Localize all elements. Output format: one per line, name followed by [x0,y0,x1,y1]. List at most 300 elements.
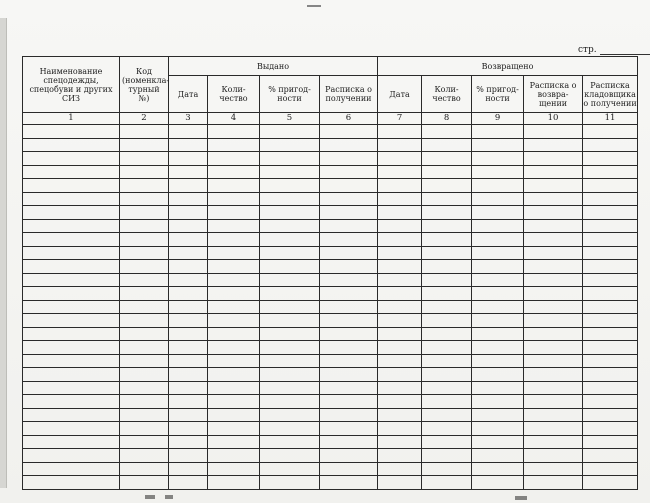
table-cell[interactable] [583,152,638,166]
table-cell[interactable] [120,354,169,368]
table-cell[interactable] [23,354,120,368]
table-cell[interactable] [120,341,169,355]
table-cell[interactable] [320,381,378,395]
table-cell[interactable] [583,476,638,490]
table-cell[interactable] [208,381,260,395]
table-cell[interactable] [524,206,583,220]
table-cell[interactable] [378,233,422,247]
table-cell[interactable] [260,381,320,395]
table-cell[interactable] [472,138,524,152]
table-cell[interactable] [472,246,524,260]
table-cell[interactable] [378,381,422,395]
table-cell[interactable] [23,192,120,206]
table-cell[interactable] [524,260,583,274]
table-cell[interactable] [378,138,422,152]
table-cell[interactable] [422,435,472,449]
table-cell[interactable] [472,368,524,382]
table-cell[interactable] [120,449,169,463]
table-cell[interactable] [583,449,638,463]
table-cell[interactable] [320,476,378,490]
table-cell[interactable] [260,300,320,314]
table-cell[interactable] [524,246,583,260]
table-cell[interactable] [320,287,378,301]
table-cell[interactable] [472,125,524,139]
table-cell[interactable] [583,192,638,206]
table-cell[interactable] [23,395,120,409]
table-cell[interactable] [260,449,320,463]
table-cell[interactable] [320,273,378,287]
table-cell[interactable] [120,381,169,395]
table-cell[interactable] [583,381,638,395]
table-cell[interactable] [320,152,378,166]
table-cell[interactable] [120,435,169,449]
table-cell[interactable] [422,273,472,287]
table-cell[interactable] [524,233,583,247]
table-cell[interactable] [260,341,320,355]
table-cell[interactable] [120,408,169,422]
table-cell[interactable] [378,327,422,341]
table-cell[interactable] [320,368,378,382]
table-cell[interactable] [260,422,320,436]
table-cell[interactable] [260,192,320,206]
table-cell[interactable] [422,314,472,328]
table-cell[interactable] [472,449,524,463]
table-cell[interactable] [23,165,120,179]
table-cell[interactable] [120,395,169,409]
table-cell[interactable] [169,287,208,301]
table-cell[interactable] [472,354,524,368]
table-cell[interactable] [208,165,260,179]
table-cell[interactable] [524,219,583,233]
table-cell[interactable] [120,462,169,476]
table-cell[interactable] [583,314,638,328]
table-cell[interactable] [169,152,208,166]
table-cell[interactable] [524,287,583,301]
table-cell[interactable] [120,287,169,301]
table-cell[interactable] [524,476,583,490]
table-cell[interactable] [472,233,524,247]
table-cell[interactable] [208,179,260,193]
table-cell[interactable] [472,192,524,206]
table-cell[interactable] [583,300,638,314]
table-cell[interactable] [120,206,169,220]
table-cell[interactable] [422,246,472,260]
table-cell[interactable] [378,435,422,449]
table-cell[interactable] [260,273,320,287]
table-cell[interactable] [120,327,169,341]
table-cell[interactable] [524,125,583,139]
table-cell[interactable] [422,165,472,179]
table-cell[interactable] [260,395,320,409]
table-cell[interactable] [378,341,422,355]
table-cell[interactable] [583,341,638,355]
table-cell[interactable] [208,300,260,314]
table-cell[interactable] [320,408,378,422]
table-cell[interactable] [208,327,260,341]
table-cell[interactable] [208,260,260,274]
table-cell[interactable] [120,219,169,233]
table-cell[interactable] [208,462,260,476]
table-cell[interactable] [378,314,422,328]
table-cell[interactable] [120,314,169,328]
table-cell[interactable] [378,422,422,436]
table-cell[interactable] [260,354,320,368]
table-cell[interactable] [422,206,472,220]
table-cell[interactable] [169,300,208,314]
table-cell[interactable] [169,219,208,233]
table-cell[interactable] [472,381,524,395]
table-cell[interactable] [524,192,583,206]
table-cell[interactable] [23,287,120,301]
table-cell[interactable] [260,260,320,274]
table-cell[interactable] [320,246,378,260]
table-cell[interactable] [524,179,583,193]
table-cell[interactable] [23,435,120,449]
table-cell[interactable] [320,165,378,179]
table-cell[interactable] [169,354,208,368]
table-cell[interactable] [23,408,120,422]
table-cell[interactable] [23,327,120,341]
table-cell[interactable] [169,138,208,152]
table-cell[interactable] [583,260,638,274]
table-cell[interactable] [169,408,208,422]
table-cell[interactable] [23,300,120,314]
table-cell[interactable] [422,354,472,368]
table-cell[interactable] [320,341,378,355]
table-cell[interactable] [378,179,422,193]
table-cell[interactable] [169,246,208,260]
table-cell[interactable] [208,246,260,260]
table-cell[interactable] [472,435,524,449]
table-cell[interactable] [169,260,208,274]
table-cell[interactable] [378,287,422,301]
table-cell[interactable] [260,138,320,152]
table-cell[interactable] [583,368,638,382]
table-cell[interactable] [524,273,583,287]
table-cell[interactable] [320,206,378,220]
table-cell[interactable] [23,125,120,139]
table-cell[interactable] [169,395,208,409]
table-cell[interactable] [260,476,320,490]
table-cell[interactable] [472,165,524,179]
table-cell[interactable] [208,408,260,422]
table-cell[interactable] [583,206,638,220]
table-cell[interactable] [583,273,638,287]
table-cell[interactable] [422,408,472,422]
table-cell[interactable] [378,260,422,274]
table-cell[interactable] [378,476,422,490]
table-cell[interactable] [260,246,320,260]
table-cell[interactable] [208,287,260,301]
table-cell[interactable] [378,368,422,382]
table-cell[interactable] [422,327,472,341]
table-cell[interactable] [524,165,583,179]
table-cell[interactable] [23,368,120,382]
table-cell[interactable] [472,206,524,220]
table-cell[interactable] [23,260,120,274]
table-cell[interactable] [378,206,422,220]
table-cell[interactable] [169,476,208,490]
table-cell[interactable] [23,152,120,166]
table-cell[interactable] [422,300,472,314]
table-cell[interactable] [120,246,169,260]
table-cell[interactable] [208,273,260,287]
table-cell[interactable] [378,408,422,422]
table-cell[interactable] [120,125,169,139]
table-cell[interactable] [583,435,638,449]
table-cell[interactable] [169,125,208,139]
table-cell[interactable] [320,260,378,274]
table-cell[interactable] [23,476,120,490]
table-cell[interactable] [169,273,208,287]
table-cell[interactable] [472,219,524,233]
table-cell[interactable] [378,462,422,476]
table-cell[interactable] [169,435,208,449]
table-cell[interactable] [260,125,320,139]
table-cell[interactable] [524,422,583,436]
table-cell[interactable] [208,152,260,166]
table-cell[interactable] [422,449,472,463]
table-cell[interactable] [120,273,169,287]
table-cell[interactable] [524,138,583,152]
table-cell[interactable] [260,206,320,220]
table-cell[interactable] [472,260,524,274]
table-cell[interactable] [378,165,422,179]
table-cell[interactable] [169,462,208,476]
table-cell[interactable] [378,300,422,314]
table-cell[interactable] [422,422,472,436]
table-cell[interactable] [378,219,422,233]
table-cell[interactable] [524,314,583,328]
table-cell[interactable] [169,381,208,395]
table-cell[interactable] [120,165,169,179]
table-cell[interactable] [320,449,378,463]
table-cell[interactable] [320,300,378,314]
table-cell[interactable] [169,449,208,463]
table-cell[interactable] [23,246,120,260]
table-cell[interactable] [120,300,169,314]
table-cell[interactable] [378,246,422,260]
table-cell[interactable] [208,192,260,206]
table-cell[interactable] [524,152,583,166]
table-cell[interactable] [524,327,583,341]
table-cell[interactable] [320,327,378,341]
table-cell[interactable] [320,233,378,247]
page-number-blank[interactable] [600,46,650,55]
table-cell[interactable] [422,138,472,152]
table-cell[interactable] [23,273,120,287]
table-cell[interactable] [208,354,260,368]
table-cell[interactable] [260,368,320,382]
table-cell[interactable] [378,395,422,409]
table-cell[interactable] [208,341,260,355]
table-cell[interactable] [583,327,638,341]
table-cell[interactable] [320,422,378,436]
table-cell[interactable] [260,219,320,233]
table-cell[interactable] [320,314,378,328]
table-cell[interactable] [524,462,583,476]
table-cell[interactable] [120,192,169,206]
table-cell[interactable] [472,327,524,341]
table-cell[interactable] [422,395,472,409]
table-cell[interactable] [378,273,422,287]
table-cell[interactable] [208,368,260,382]
table-cell[interactable] [169,206,208,220]
table-cell[interactable] [169,341,208,355]
table-cell[interactable] [23,462,120,476]
table-cell[interactable] [524,408,583,422]
table-cell[interactable] [422,462,472,476]
table-cell[interactable] [378,192,422,206]
table-cell[interactable] [472,341,524,355]
table-cell[interactable] [472,476,524,490]
table-cell[interactable] [320,462,378,476]
table-cell[interactable] [23,138,120,152]
table-cell[interactable] [169,179,208,193]
table-cell[interactable] [260,462,320,476]
table-cell[interactable] [524,341,583,355]
table-cell[interactable] [472,287,524,301]
table-cell[interactable] [583,233,638,247]
table-cell[interactable] [320,435,378,449]
table-cell[interactable] [23,422,120,436]
table-cell[interactable] [583,287,638,301]
table-cell[interactable] [422,476,472,490]
table-cell[interactable] [320,192,378,206]
table-cell[interactable] [472,152,524,166]
table-cell[interactable] [583,125,638,139]
table-cell[interactable] [208,435,260,449]
table-cell[interactable] [208,138,260,152]
table-cell[interactable] [422,233,472,247]
table-cell[interactable] [120,476,169,490]
table-cell[interactable] [169,165,208,179]
table-cell[interactable] [169,422,208,436]
table-cell[interactable] [422,125,472,139]
table-cell[interactable] [472,422,524,436]
table-cell[interactable] [260,435,320,449]
table-cell[interactable] [23,381,120,395]
table-cell[interactable] [260,165,320,179]
table-cell[interactable] [120,138,169,152]
table-cell[interactable] [472,300,524,314]
table-cell[interactable] [524,300,583,314]
table-cell[interactable] [320,354,378,368]
table-cell[interactable] [260,233,320,247]
table-cell[interactable] [169,368,208,382]
table-cell[interactable] [320,138,378,152]
table-cell[interactable] [422,381,472,395]
table-cell[interactable] [320,179,378,193]
table-cell[interactable] [260,408,320,422]
table-cell[interactable] [23,314,120,328]
table-cell[interactable] [23,206,120,220]
table-cell[interactable] [378,354,422,368]
page-number-field [578,45,650,55]
table-cell[interactable] [583,179,638,193]
table-cell[interactable] [422,179,472,193]
table-cell[interactable] [120,260,169,274]
table-cell[interactable] [583,462,638,476]
table-cell[interactable] [472,462,524,476]
table-cell[interactable] [208,125,260,139]
table-cell[interactable] [169,327,208,341]
table-row [23,206,638,220]
table-cell[interactable] [422,368,472,382]
table-cell[interactable] [422,287,472,301]
table-cell[interactable] [422,341,472,355]
table-cell[interactable] [208,422,260,436]
table-cell[interactable] [208,476,260,490]
table-cell[interactable] [120,368,169,382]
table-cell[interactable] [208,449,260,463]
table-cell[interactable] [23,341,120,355]
table-cell[interactable] [208,314,260,328]
table-cell[interactable] [120,233,169,247]
table-cell[interactable] [208,233,260,247]
table-cell[interactable] [524,368,583,382]
table-cell[interactable] [378,125,422,139]
table-cell[interactable] [524,449,583,463]
table-cell[interactable] [472,179,524,193]
table-cell[interactable] [169,192,208,206]
table-cell[interactable] [378,152,422,166]
table-cell[interactable] [260,152,320,166]
table-cell[interactable] [422,219,472,233]
table-cell[interactable] [583,395,638,409]
table-cell[interactable] [208,206,260,220]
table-cell[interactable] [524,354,583,368]
table-cell[interactable] [260,314,320,328]
table-cell[interactable] [260,179,320,193]
table-cell[interactable] [422,192,472,206]
table-cell[interactable] [120,152,169,166]
table-cell[interactable] [472,314,524,328]
table-cell[interactable] [583,246,638,260]
table-cell[interactable] [23,233,120,247]
table-cell[interactable] [472,395,524,409]
table-cell[interactable] [524,395,583,409]
table-cell[interactable] [23,449,120,463]
table-cell[interactable] [320,395,378,409]
table-cell[interactable] [260,327,320,341]
table-cell[interactable] [583,354,638,368]
table-cell[interactable] [320,125,378,139]
table-cell[interactable] [583,165,638,179]
table-cell[interactable] [583,138,638,152]
table-cell[interactable] [120,422,169,436]
table-cell[interactable] [169,233,208,247]
table-cell[interactable] [583,422,638,436]
table-cell[interactable] [320,219,378,233]
table-cell[interactable] [120,179,169,193]
table-cell[interactable] [208,219,260,233]
table-cell[interactable] [260,287,320,301]
table-cell[interactable] [378,449,422,463]
table-cell[interactable] [472,408,524,422]
table-cell[interactable] [422,260,472,274]
table-cell[interactable] [23,179,120,193]
table-cell[interactable] [583,219,638,233]
table-cell[interactable] [524,381,583,395]
table-cell[interactable] [422,152,472,166]
table-cell[interactable] [169,314,208,328]
table-cell[interactable] [208,395,260,409]
table-cell[interactable] [524,435,583,449]
table-cell[interactable] [583,408,638,422]
table-cell[interactable] [472,273,524,287]
table-cell[interactable] [23,219,120,233]
